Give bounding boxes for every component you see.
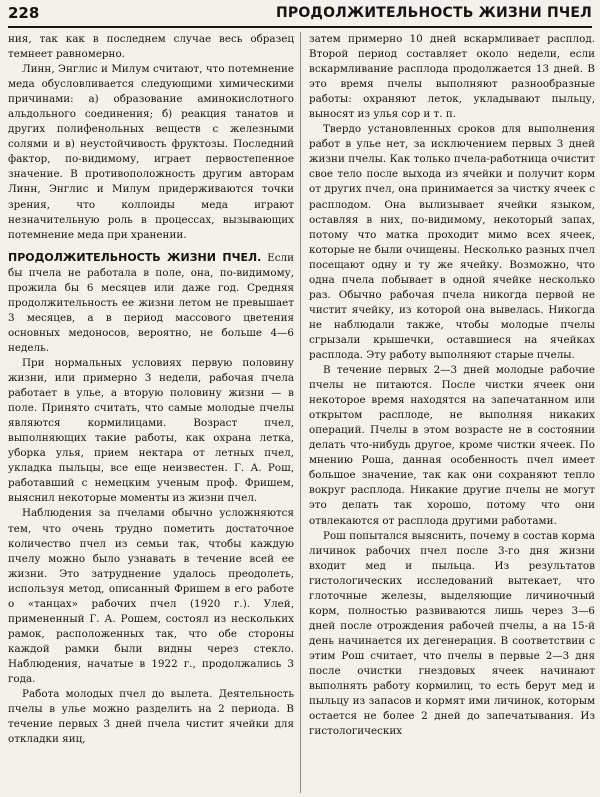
paragraph: Рош попытался выяснить, почему в состав корма личинок рабочих пчел после 3-го дня жизни входит мед и пыльца. Из результатов гистологических исследований вытекает, что глоточные железы, выделяющие личиночный корм, полностью развиваются лишь через 3—6 дней после отрождения рабочей пчелы, а на 15-й день начинается их дегенерация. В соответствии с этим Рош считает, что пчелы в первые 2—3 дня после очистки гнездовых ячеек начинают выполнять работу кормилиц, то есть берут мед и пыльцу из запасов и кормят ими личинок, которым остается не более 2 дней до запечатывания. Из гистологических [309,529,595,738]
paragraph: Линн, Энглис и Милум считают, что потемнение меда обусловливается следующими химическими причинами: а) образование аминокислотного альдольного соединения; б) реакция танатов и других полифенольных веществ с железными солями и в) неустойчивость фруктозы. Последний фактор, по-видимому, играет первостепенное значение. В противоположность другим авторам Линн, Энглис и Милум придерживаются точки зрения, что коллоиды меда играют незначительную роль в процессах, вызывающих потемнение меда при хранении. [8,63,294,241]
page-header [8,4,592,28]
paragraph: В течение первых 2—3 дней молодые рабочие пчелы не питаются. После чистки ячеек они некоторое время находятся на запечатанном или открытом расплоде, не выполняя никаких операций. Пчелы в этом возрасте не в состоянии делать что-нибудь другое, кроме чистки ячеек. По мнению Роша, данная особенность пчел имеет большое значение, так как они сохраняют тепло вокруг расплода. Никакие другие пчелы не могут это делать так хорошо, потому что они отвлекаются от расплода другими работами. [309,364,595,527]
paragraph: При нормальных условиях первую половину жизни, или примерно 3 недели, рабочая пчела работает в улье, а вторую половину жизни — в поле. Принято считать, что самые молодые пчелы являются кормилицами. Возраст пчел, выполняющих такие работы, как охрана летка, уборка улья, прием нектара от летных пчел, укладка пыльцы, все еще неизвестен. Г. А. Рош, работавший с немецким ученым проф. Фришем, выяснил некоторые моменты из жизни пчел. [8,356,294,505]
section-paragraph [8,250,294,356]
section-gap [8,243,294,250]
paragraph: ния, так как в последнем случае весь образец темнеет равномерно. [8,33,294,61]
paragraph-text: Если бы пчела не работала в поле, она, по-видимому, прожила бы 6 месяцев или даже год. Средняя продолжительность ее жизни летом не превышает 3 месяцев, а в период массового цветения основных медоносов, вероятно, не больше 4—6 недель. [8,251,294,354]
left-column [8,32,294,793]
paragraph: Твердо установленных сроков для выполнения работ в улье нет, за исключением первых 3 дней жизни пчелы. Как только пчела-работница очистит свое тело после выхода из ячейки и получит корм от других пчел, она принимается за чистку ячеек с расплодом. Она вылизывает ячейки языком, оставляя в них, по-видимому, некоторый запах, потому что матка проходит мимо всех ячеек, которые не были очищены. Несколько разных пчел посещают одну и ту же ячейку. Возможно, что одна пчела побывает в одной ячейке несколько раз. Обычно рабочая пчела никогда первой не чистит ячейку, из которой она вывелась. Никогда не наблюдали также, чтобы молодые пчелы сгрызали крышечки, оставшиеся на ячейках расплода. Эту работу выполняют старые пчелы. [309,123,595,361]
paragraph: затем примерно 10 дней вскармливает расплод. Второй период составляет около недели, если вскармливание расплода продолжается 13 дней. В это время пчелы выполняют разнообразные работы: охраняют леток, укладывают пыльцу, выносят из улья сор и т. п. [309,33,595,121]
paragraph: Наблюдения за пчелами обычно усложняются тем, что очень трудно пометить достаточное количество пчел из семьи так, чтобы каждую пчелу можно было узнавать в течение всей ее жизни. Это затруднение удалось преодолеть, используя метод, описанный Фришем в его работе о «танцах» рабочих пчел (1920 г.). Улей, примененный Г. А. Рошем, состоял из нескольких рамок, расположенных так, что обе стороны каждой рамки были видны через стекло. Наблюдения, начатые в 1922 г., продолжались 3 года. [8,507,294,685]
running-title: ПРОДОЛЖИТЕЛЬНОСТЬ ЖИЗНИ ПЧЕЛ [275,5,592,21]
paragraph: Работа молодых пчел до вылета. Деятельность пчелы в улье можно разделить на 2 периода. В течение первых 3 дней пчела чистит ячейки для откладки яиц, [8,688,294,746]
column-divider [300,32,301,793]
right-column [309,32,595,793]
section-heading: ПРОДОЛЖИТЕЛЬНОСТЬ ЖИЗНИ ПЧЕЛ. [8,250,262,264]
page-number: 228 [8,4,40,22]
